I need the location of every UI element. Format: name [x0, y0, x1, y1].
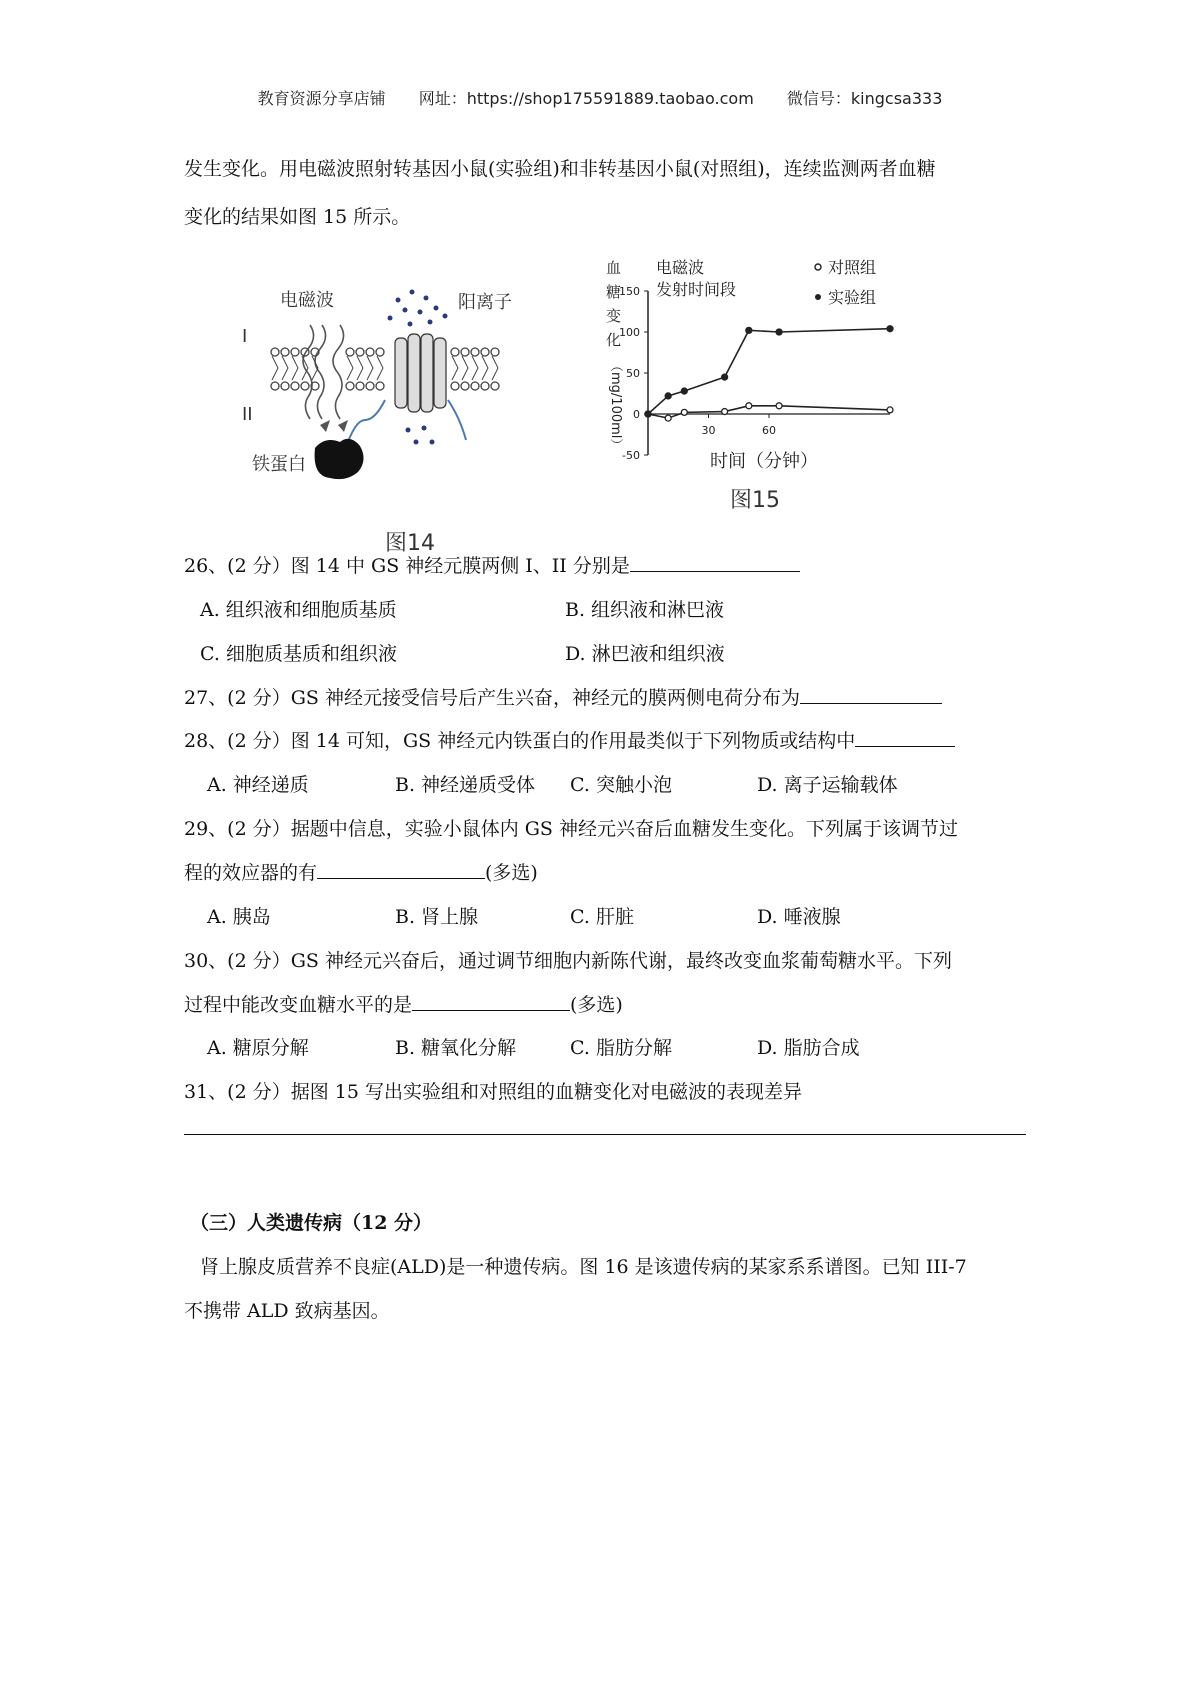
legend: [815, 258, 876, 307]
point-control: [681, 409, 687, 415]
legend-control-label: 对照组: [828, 258, 877, 277]
question-28: [184, 726, 955, 753]
q29-option-b: B. 肾上腺: [395, 906, 479, 928]
legend-control-marker: [815, 264, 821, 270]
x-tick-label: 60: [762, 424, 776, 437]
membrane-diagram: [240, 270, 570, 570]
question-29-line-2: [184, 858, 538, 885]
section-3-title: （三）人类遗传病（12 分）: [190, 1212, 433, 1234]
section-3-para-line-2: 不携带 ALD 致病基因。: [184, 1300, 390, 1322]
y-tick-label: 100: [619, 326, 640, 339]
q30-option-b: B. 糖氧化分解: [395, 1037, 517, 1059]
q30-option-c: C. 脂肪分解: [570, 1037, 672, 1059]
q27-stem: 27、(2 分）GS 神经元接受信号后产生兴奋，神经元的膜两侧电荷分布为: [184, 687, 800, 709]
q28-option-d: D. 离子运输载体: [757, 774, 898, 796]
point-experiment: [645, 411, 651, 417]
q30-option-a: A. 糖原分解: [207, 1037, 309, 1059]
q31-answer-line[interactable]: [184, 1134, 1026, 1135]
q29-suffix: (多选): [485, 862, 538, 884]
q26-option-d: D. 淋巴液和组织液: [565, 643, 725, 665]
ylabel-char-0: 血: [606, 259, 622, 277]
point-experiment: [722, 374, 728, 380]
point-experiment: [776, 329, 782, 335]
series-line-experiment: [648, 329, 890, 414]
label-ferritin: 铁蛋白: [252, 454, 306, 475]
ylabel-char-3: 化: [606, 331, 622, 349]
ferritin-blob: [315, 439, 364, 479]
point-control: [722, 409, 728, 415]
header-shop: 教育资源分享店铺: [257, 89, 386, 108]
question-26: [184, 551, 800, 578]
membrane-bottom-heads: [271, 382, 499, 390]
y-tick-label: 50: [626, 367, 640, 380]
point-control: [746, 403, 752, 409]
ion-channel: [395, 334, 446, 412]
q26-option-b: B. 组织液和淋巴液: [565, 599, 725, 621]
blood-glucose-chart: [600, 255, 980, 575]
q28-answer-blank[interactable]: [855, 728, 955, 747]
point-experiment: [746, 327, 752, 333]
q29-stem-line-1: 29、(2 分）据题中信息，实验小鼠体内 GS 神经元兴奋后血糖发生变化。下列属于该调节过: [184, 818, 958, 840]
q30-option-d: D. 脂肪合成: [757, 1037, 860, 1059]
q30-stem-line-2: 过程中能改变血糖水平的是: [184, 994, 413, 1016]
series: [645, 326, 893, 421]
legend-exp-label: 实验组: [828, 288, 877, 307]
q28-option-c: C. 突触小泡: [570, 774, 672, 796]
point-experiment: [665, 393, 671, 399]
q28-option-a: A. 神经递质: [207, 774, 309, 796]
header-wechat: 微信号：kingcsa333: [786, 89, 943, 108]
y-tick-label: 0: [633, 408, 640, 421]
ylabel-char-2: 变: [606, 307, 622, 325]
annotation-line-2: 发射时间段: [656, 280, 737, 299]
y-tick-label: 150: [619, 285, 640, 298]
page-header: [0, 86, 1200, 109]
question-30-line-2: [184, 990, 623, 1017]
annotation-line-1: 电磁波: [656, 258, 705, 277]
ylabel-unit: （mg/100ml）: [608, 359, 623, 452]
intro-line-2: 变化的结果如图 15 所示。: [184, 206, 411, 228]
section-3-para-line-1: 肾上腺皮质营养不良症(ALD)是一种遗传病。图 16 是该遗传病的某家系系谱图。已知 III-7: [200, 1256, 967, 1278]
label-em-wave: 电磁波: [280, 290, 334, 311]
question-27: [184, 683, 942, 710]
q28-option-b: B. 神经递质受体: [395, 774, 536, 796]
point-experiment: [681, 388, 687, 394]
x-tick-label: 30: [701, 424, 716, 437]
tick-labels: [619, 285, 776, 462]
y-tick-label: -50: [622, 449, 640, 462]
q31-stem: 31、(2 分）据图 15 写出实验组和对照组的血糖变化对电磁波的表现差异: [184, 1081, 802, 1103]
point-experiment: [887, 326, 893, 332]
header-url: 网址：https://shop175591889.taobao.com: [418, 89, 754, 108]
legend-exp-marker: [815, 294, 821, 300]
intro-line-1: 发生变化。用电磁波照射转基因小鼠(实验组)和非转基因小鼠(对照组)，连续监测两者血糖: [184, 158, 936, 180]
point-control: [776, 403, 782, 409]
label-cation: 阳离子: [458, 292, 512, 313]
q26-answer-blank[interactable]: [630, 553, 800, 572]
membrane-tails: [272, 356, 498, 380]
q29-stem-line-2: 程的效应器的有: [184, 862, 318, 884]
figure-14: [240, 270, 570, 570]
q26-option-a: A. 组织液和细胞质基质: [200, 599, 397, 621]
em-wave-arrows: [303, 325, 344, 419]
q28-stem: 28、(2 分）图 14 可知，GS 神经元内铁蛋白的作用最类似于下列物质或结构中: [184, 730, 856, 752]
figure-15: [600, 255, 980, 575]
label-side-I: I: [242, 326, 248, 347]
figure-14-caption: 图14: [385, 531, 435, 556]
q30-answer-blank[interactable]: [412, 992, 570, 1011]
figure-15-caption: 图15: [730, 488, 780, 513]
point-control: [665, 415, 671, 421]
q29-answer-blank[interactable]: [317, 860, 485, 879]
q30-stem-line-1: 30、(2 分）GS 神经元兴奋后，通过调节细胞内新陈代谢，最终改变血浆葡萄糖水平。下列: [184, 950, 952, 972]
q29-option-c: C. 肝脏: [570, 906, 634, 928]
q27-answer-blank[interactable]: [800, 685, 942, 704]
q26-stem: 26、(2 分）图 14 中 GS 神经元膜两侧 I、II 分别是: [184, 555, 630, 577]
q29-option-d: D. 唾液腺: [757, 906, 841, 928]
point-control: [887, 407, 893, 413]
q29-option-a: A. 胰岛: [207, 906, 271, 928]
ylabel-char-1: 糖: [606, 283, 622, 301]
q26-option-c: C. 细胞质基质和组织液: [200, 643, 397, 665]
x-axis-label: 时间（分钟）: [710, 451, 818, 472]
label-side-II: II: [242, 404, 253, 425]
q30-suffix: (多选): [570, 994, 623, 1016]
